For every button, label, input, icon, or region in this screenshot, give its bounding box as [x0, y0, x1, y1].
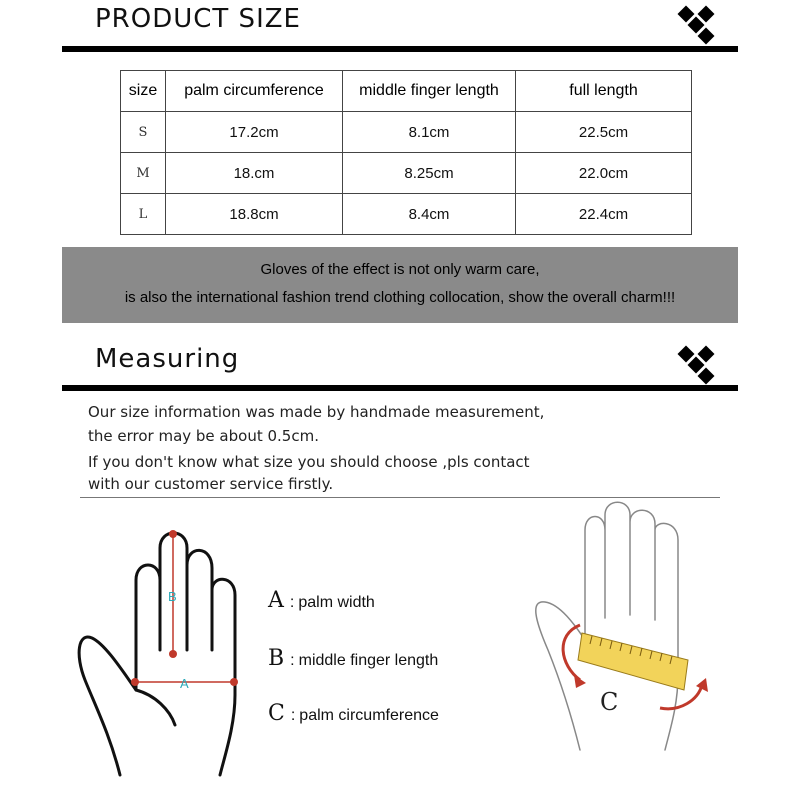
label-c: C [600, 688, 619, 716]
middle-finger-length-cell: 8.1cm [343, 112, 516, 153]
diamond-logo-icon [678, 346, 722, 386]
middle-finger-length-cell: 8.25cm [343, 153, 516, 194]
table-header-row [121, 71, 692, 112]
measuring-tape [578, 633, 688, 690]
size-cell: L [121, 194, 166, 235]
legend-colon: : [290, 707, 296, 724]
measuring-note-line-4: with our customer service firstly. [88, 475, 334, 493]
banner-line-2: is also the international fashion trend clothing collocation, show the overall charm!!! [124, 289, 676, 306]
label-b: B [168, 589, 177, 604]
section-divider [62, 385, 738, 391]
measuring-note-line-3: If you don't know what size you should choose ,pls contact [88, 453, 530, 471]
label-a: A [180, 676, 189, 691]
legend-letter: A [268, 588, 284, 613]
legend-label: palm circumference [299, 707, 439, 724]
measuring-note-line-2: the error may be about 0.5cm. [88, 427, 319, 445]
middle-finger-length-cell: 8.4cm [343, 194, 516, 235]
palm-circumference-cell: 17.2cm [166, 112, 343, 153]
palm-circumference-cell: 18.8cm [166, 194, 343, 235]
legend-label: middle finger length [298, 652, 439, 669]
full-length-cell: 22.4cm [516, 194, 692, 235]
section-divider [62, 46, 738, 52]
legend-label: palm width [298, 594, 375, 611]
legend-colon: : [290, 652, 295, 669]
measuring-note-line-1: Our size information was made by handmade measurement, [88, 403, 545, 421]
diamond-logo-icon [678, 6, 722, 46]
arrow-left-icon [563, 625, 580, 680]
marker-dot [230, 678, 238, 686]
legend-letter: C [268, 701, 285, 726]
thin-divider [80, 497, 720, 498]
legend-item-a [268, 588, 375, 613]
legend-item-b [268, 646, 438, 671]
hand-diagram-left [60, 520, 260, 790]
size-cell: M [121, 153, 166, 194]
table-row [121, 194, 692, 235]
marker-dot [169, 530, 177, 538]
promo-banner [62, 247, 738, 323]
measuring-title: Measuring [95, 344, 240, 374]
table-row [121, 153, 692, 194]
header-palm-circumference: palm circumference [166, 71, 343, 112]
size-table [120, 70, 692, 235]
marker-dot [131, 678, 139, 686]
table-row [121, 112, 692, 153]
header-size: size [121, 71, 166, 112]
full-length-cell: 22.0cm [516, 153, 692, 194]
legend-item-c [268, 701, 439, 726]
legend-colon: : [289, 594, 295, 611]
hand-diagram-right [520, 500, 720, 760]
header-middle-finger-length: middle finger length [343, 71, 516, 112]
palm-circumference-cell: 18.cm [166, 153, 343, 194]
banner-line-1: Gloves of the effect is not only warm care, [260, 261, 540, 278]
product-size-title: PRODUCT SIZE [95, 4, 301, 34]
header-full-length: full length [516, 71, 692, 112]
marker-dot [169, 650, 177, 658]
full-length-cell: 22.5cm [516, 112, 692, 153]
legend-letter: B [268, 646, 285, 671]
size-cell: S [121, 112, 166, 153]
